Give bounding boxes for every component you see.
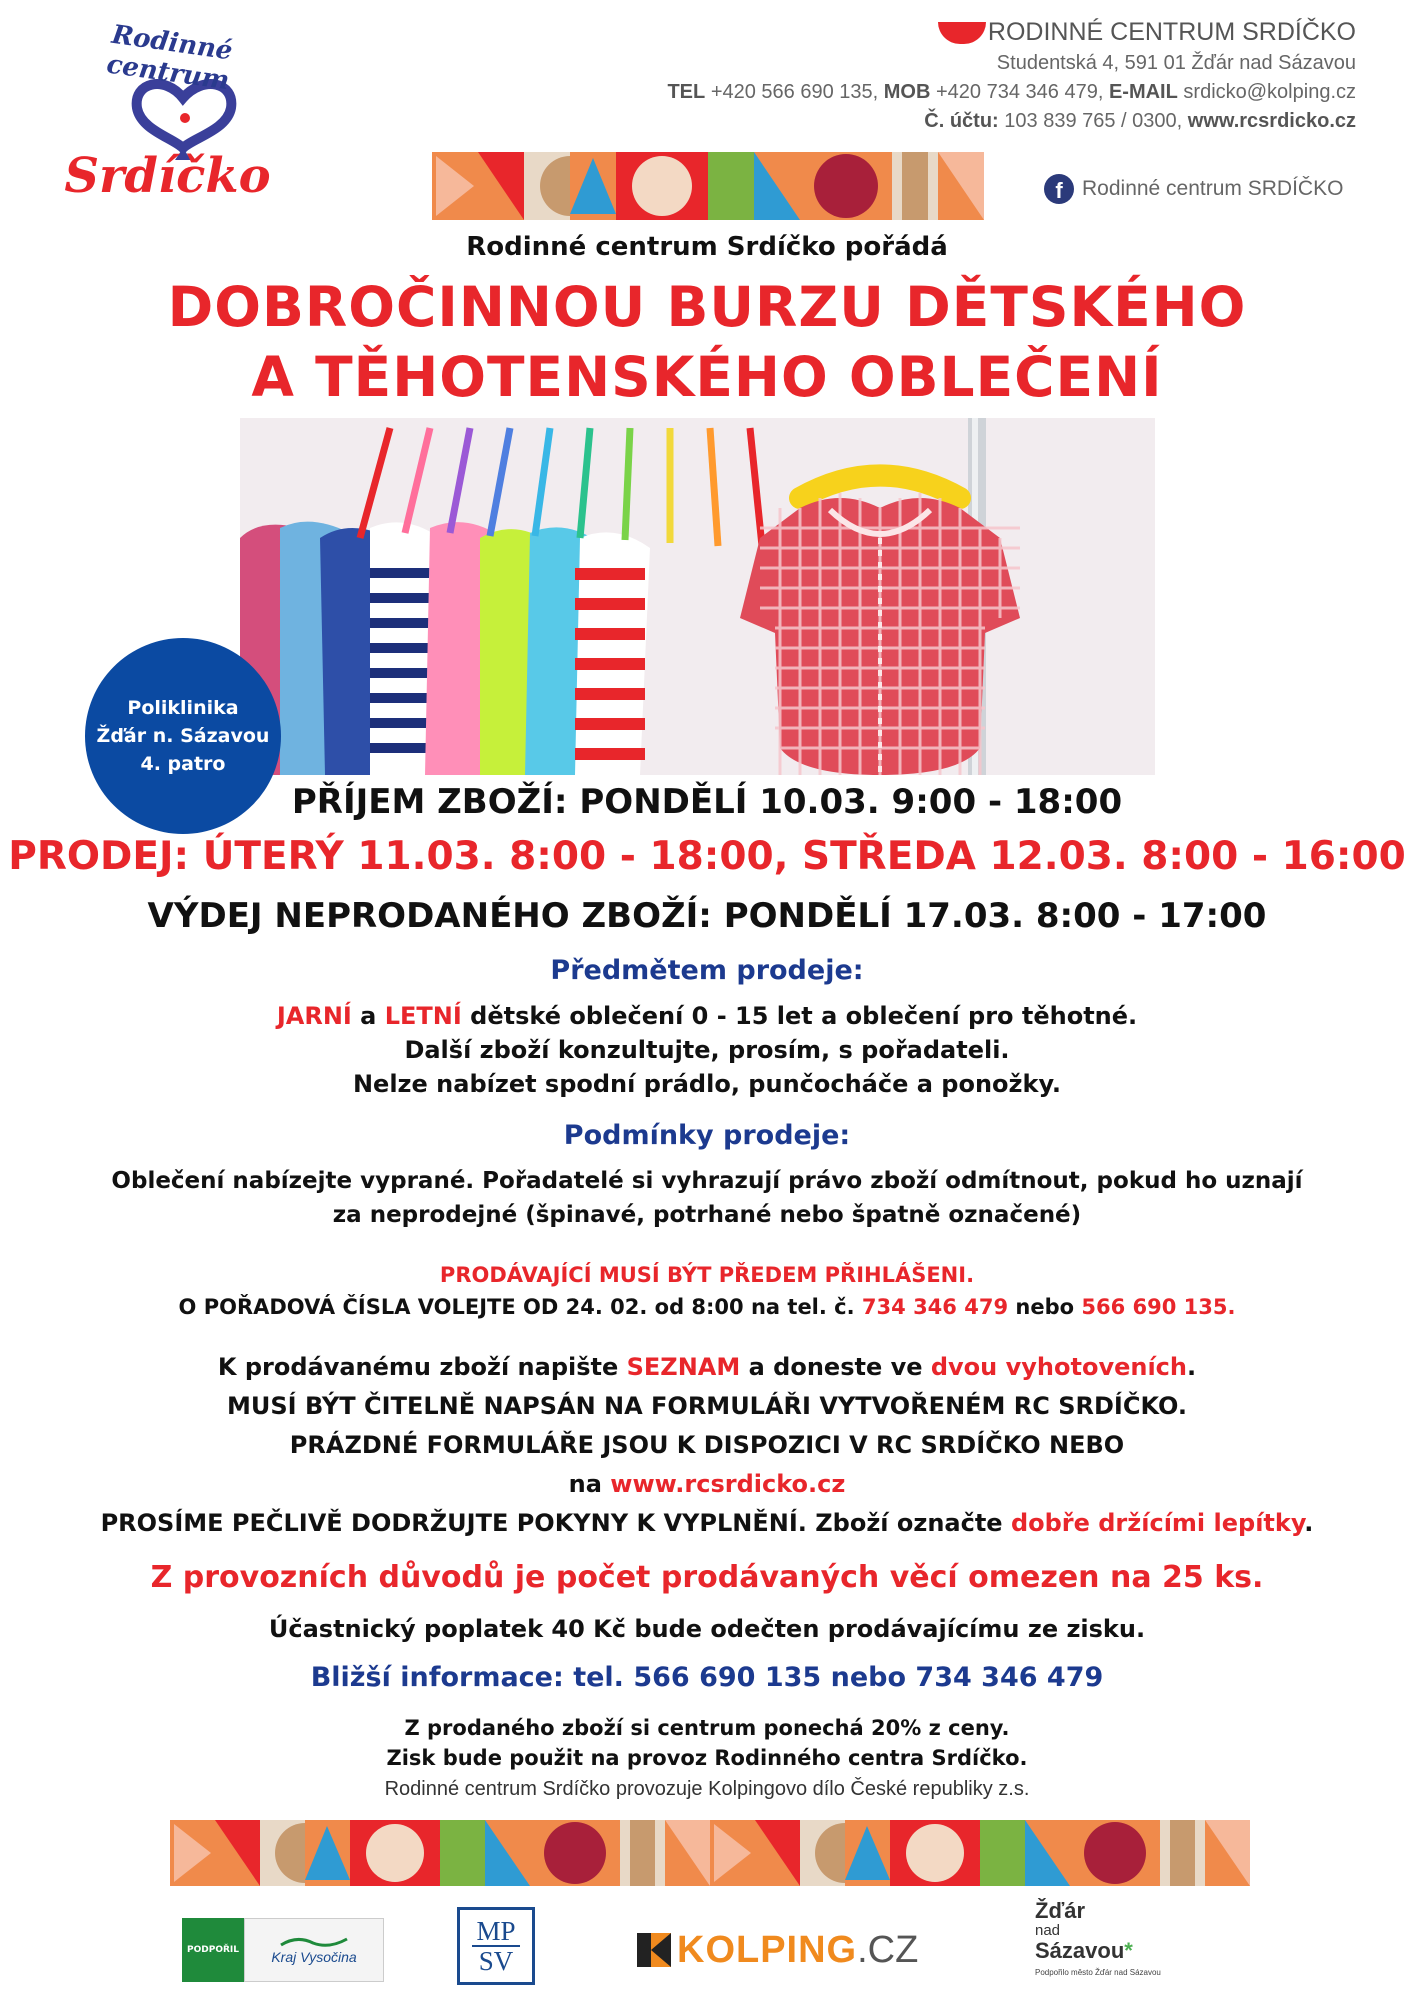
zdar-line-2: nad [1035, 1922, 1061, 1939]
zdar-note: Podpořilo město Žďár nad Sázavou [1035, 1968, 1161, 1977]
list-text-a: K prodávanému zboží napište [217, 1353, 627, 1381]
header-flag [938, 22, 986, 44]
registration-text: O POŘADOVÁ ČÍSLA VOLEJTE OD 24. 02. od 8:00 na tel. č. [178, 1295, 862, 1319]
vysocina-name-box [244, 1918, 384, 1982]
clothes-photo [240, 418, 1155, 775]
vysocina-name: Kraj Vysočina [271, 1949, 357, 1965]
website-link[interactable]: www.rcsrdicko.cz [610, 1470, 846, 1498]
badge-line-3: 4. patro [140, 753, 226, 775]
more-info: Bližší informace: tel. 566 690 135 nebo 734 346 479 [310, 1662, 1104, 1693]
list-line-3: PRÁZDNÉ FORMULÁŘE JSOU K DISPOZICI V RC SRDÍČKO NEBO [289, 1431, 1125, 1459]
contact-line [667, 81, 1356, 104]
intake-schedule: PŘÍJEM ZBOŽÍ: PONDĚLÍ 10.03. 9:00 - 18:00 [291, 782, 1123, 822]
spring-label: JARNÍ [276, 1002, 352, 1030]
tel-value[interactable]: +420 566 690 135, [710, 81, 879, 103]
decorative-band-bottom [170, 1820, 1250, 1886]
list-line-5 [0, 1509, 1414, 1537]
title-line-2: A TĚHOTENSKÉHO OBLEČENÍ [251, 345, 1163, 409]
title-line-1: DOBROČINNOU BURZU DĚTSKÉHO [167, 275, 1247, 339]
badge-line-1: Poliklinika [127, 697, 239, 719]
subject-line-1-rest: dětské oblečení 0 - 15 let a oblečení pro těhotné. [461, 1002, 1138, 1030]
email-label: E-MAIL [1108, 81, 1178, 103]
subject-line-2: Další zboží konzultujte, prosím, s pořadateli. [404, 1036, 1010, 1064]
email-value[interactable]: srdicko@kolping.cz [1183, 81, 1356, 103]
participation-fee: Účastnický poplatek 40 Kč bude odečten prodávajícímu ze zisku. [268, 1615, 1146, 1643]
and-text: a [351, 1002, 385, 1030]
registration-line-1: PRODÁVAJÍCÍ MUSÍ BÝT PŘEDEM PŘIHLÁŠENI. [439, 1263, 975, 1287]
account-line [924, 110, 1356, 133]
registration-or: nebo [1008, 1295, 1082, 1319]
subject-line-1 [0, 1002, 1414, 1030]
web-link[interactable]: www.rcsrdicko.cz [1187, 110, 1356, 132]
mob-label: MOB [883, 81, 931, 103]
list-text-b: a doneste ve [740, 1353, 931, 1381]
phone-1[interactable]: 734 346 479 [861, 1295, 1009, 1319]
badge-line-2: Žďár n. Sázavou [96, 725, 270, 747]
mpsv-bottom: SV [478, 1946, 514, 1976]
subject-line-3: Nelze nabízet spodní prádlo, punčocháče a ponožky. [352, 1070, 1062, 1098]
phone-2[interactable]: 566 690 135. [1081, 1295, 1236, 1319]
operator-note: Rodinné centrum Srdíčko provozuje Kolpingovo dílo České republiky z.s. [384, 1778, 1030, 1800]
list-on: na [568, 1470, 611, 1498]
conditions-line-1: Oblečení nabízejte vyprané. Pořadatelé si vyhrazují právo zboží odmítnout, pokud ho uznají [111, 1168, 1303, 1194]
list-line-1 [0, 1353, 1414, 1381]
zdar-line-3: Sázavou [1035, 1938, 1125, 1963]
account-label: Č. účtu: [924, 110, 999, 132]
profit-line-1: Z prodaného zboží si centrum ponechá 20% z ceny. [404, 1716, 1010, 1740]
list-seznam: SEZNAM [626, 1353, 741, 1381]
list-end: . [1304, 1509, 1314, 1537]
list-stickers: dobře držícími lepítky [1010, 1509, 1305, 1537]
vysocina-wave-icon [279, 1935, 349, 1949]
conditions-line-2: za neprodejné (špinavé, potrhané nebo špatně označené) [332, 1202, 1082, 1228]
kolping-tld: .CZ [857, 1928, 919, 1971]
star-icon: * [1124, 1938, 1133, 1963]
conditions-heading: Podmínky prodeje: [563, 1120, 851, 1151]
kolping-name: KOLPING [677, 1928, 858, 1971]
facebook-icon: f [1044, 174, 1074, 204]
decorative-band-top [432, 152, 984, 220]
mpsv-logo [457, 1907, 535, 1985]
list-copies: dvou vyhotoveních [930, 1353, 1187, 1381]
account-number: 103 839 765 / 0300, [1004, 110, 1183, 132]
list-text-c: . [1186, 1353, 1197, 1381]
kolping-logo [637, 1925, 918, 1975]
return-schedule: VÝDEJ NEPRODANÉHO ZBOŽÍ: PONDĚLÍ 17.03. 8:00 - 17:00 [147, 896, 1267, 936]
list-line-2: MUSÍ BÝT ČITELNĚ NAPSÁN NA FORMULÁŘI VYTVOŘENÉM RC SRDÍČKO. [227, 1392, 1187, 1420]
subject-heading: Předmětem prodeje: [550, 955, 864, 986]
summer-label: LETNÍ [384, 1002, 462, 1030]
facebook-label: Rodinné centrum SRDÍČKO [1082, 177, 1344, 200]
mpsv-top: MP [472, 1917, 519, 1947]
list-line-4 [0, 1470, 1414, 1498]
zdar-logo [1035, 1900, 1195, 1995]
intro-text: Rodinné centrum Srdíčko pořádá [466, 232, 948, 262]
vysocina-supported: PODPOŘIL [182, 1918, 244, 1982]
logo-top-text: Rodinné centrum [104, 19, 235, 97]
zdar-line-1: Žďár [1035, 1898, 1086, 1923]
list-instructions: PROSÍME PEČLIVĚ DODRŽUJTE POKYNY K VYPLNĚNÍ. Zboží označte [100, 1509, 1011, 1537]
mob-value[interactable]: +420 734 346 479, [936, 81, 1104, 103]
facebook-link[interactable] [1044, 172, 1343, 206]
org-name: RODINNÉ CENTRUM SRDÍČKO [987, 18, 1356, 46]
address: Studentská 4, 591 01 Žďár nad Sázavou [996, 52, 1356, 74]
vysocina-logo [182, 1918, 384, 1982]
zdar-line-3-wrap [1035, 1940, 1195, 1962]
sale-schedule: PRODEJ: ÚTERÝ 11.03. 8:00 - 18:00, STŘEDA 12.03. 8:00 - 16:00 [8, 834, 1406, 879]
item-limit: Z provozních důvodů je počet prodávaných věcí omezen na 25 ks. [150, 1560, 1264, 1595]
tel-label: TEL [667, 81, 706, 103]
kolping-k-icon [637, 1933, 671, 1967]
registration-line-2 [0, 1295, 1414, 1319]
profit-line-2: Zisk bude použit na provoz Rodinného centra Srdíčko. [386, 1746, 1028, 1770]
organization-logo [55, 20, 280, 210]
logo-name: Srdíčko [64, 148, 271, 204]
